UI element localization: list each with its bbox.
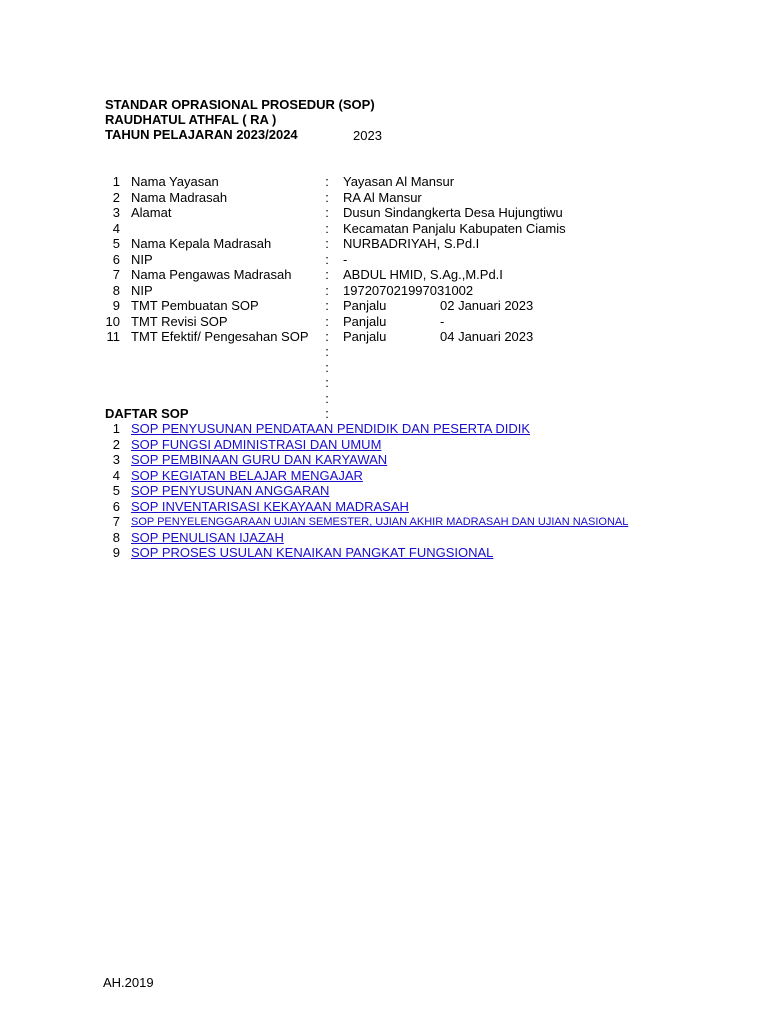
sop-item-link[interactable]: SOP PENYUSUNAN PENDATAAN PENDIDIK DAN PESERTA DIDIK (131, 421, 531, 436)
info-row-number: 3 (112, 205, 120, 220)
info-row-colon: : (325, 298, 329, 313)
sop-item-number: 3 (112, 452, 120, 467)
info-row-colon: : (325, 189, 329, 205)
info-row-value: RA Al Mansur (343, 189, 422, 205)
info-row-label: TMT Revisi SOP (131, 313, 228, 329)
sop-item-number: 2 (112, 436, 120, 452)
info-row-number: 2 (112, 189, 120, 205)
info-row-value: 197207021997031002 (343, 282, 474, 298)
info-row-value: NURBADRIYAH, S.Pd.I (343, 236, 480, 251)
title-line-2: RAUDHATUL ATHFAL ( RA ) (105, 112, 277, 127)
sop-item-number: 5 (112, 483, 120, 498)
info-row-label: Alamat (131, 205, 172, 220)
sop-item-link[interactable]: SOP KEGIATAN BELAJAR MENGAJAR (131, 467, 363, 483)
info-row-number: 11 (106, 329, 120, 344)
info-row-colon: : (325, 313, 329, 329)
separator-colon: : (325, 406, 329, 421)
separator-colon: : (325, 390, 329, 406)
separator-colon: : (325, 344, 329, 359)
info-row-colon: : (325, 205, 329, 220)
sop-item-number: 6 (112, 498, 120, 514)
info-row-label: TMT Efektif/ Pengesahan SOP (131, 329, 309, 344)
info-row-colon: : (325, 251, 329, 267)
info-row-label: Nama Kepala Madrasah (131, 236, 272, 251)
info-row-value: Panjalu (343, 298, 387, 313)
info-row-number: 7 (112, 267, 120, 282)
info-row-value: Yayasan Al Mansur (343, 174, 455, 189)
info-row-number: 1 (112, 174, 120, 189)
info-row-colon: : (325, 329, 329, 344)
info-row-label: TMT Pembuatan SOP (131, 298, 259, 313)
info-row-value: - (343, 251, 348, 267)
info-row-value: Kecamatan Panjalu Kabupaten Ciamis (343, 220, 566, 236)
info-row-colon: : (325, 236, 329, 251)
info-row-value: Panjalu (343, 313, 387, 329)
info-row-colon: : (325, 282, 329, 298)
sop-item-link[interactable]: SOP FUNGSI ADMINISTRASI DAN UMUM (131, 436, 382, 452)
info-row-number: 8 (112, 282, 120, 298)
sop-item-number: 9 (112, 545, 120, 560)
sop-item-link[interactable]: SOP PENYELENGGARAAN UJIAN SEMESTER, UJIAN AKHIR MADRASAH DAN UJIAN NASIONAL (131, 516, 629, 528)
sop-item-link[interactable]: SOP INVENTARISASI KEKAYAAN MADRASAH (131, 498, 409, 514)
footer-text: AH.2019 (103, 975, 154, 990)
separator-colon: : (325, 375, 329, 390)
info-row-label: Nama Yayasan (131, 174, 219, 189)
info-row-date: - (440, 313, 445, 329)
info-row-label: NIP (131, 251, 153, 267)
info-row-value: Panjalu (343, 329, 387, 344)
separator-colon: : (325, 359, 329, 375)
info-row-colon: : (325, 220, 329, 236)
info-row-number: 5 (112, 236, 120, 251)
info-row-label: Nama Madrasah (131, 189, 228, 205)
info-row-date: 04 Januari 2023 (440, 329, 534, 344)
title-line-1: STANDAR OPRASIONAL PROSEDUR (SOP) (105, 97, 375, 112)
info-row-colon: : (325, 174, 329, 189)
sop-item-number: 4 (112, 467, 120, 483)
info-row-number: 10 (105, 313, 120, 329)
info-row-label: NIP (131, 282, 153, 298)
info-row-colon: : (325, 267, 329, 282)
info-row-date: 02 Januari 2023 (440, 298, 534, 313)
info-row-value: Dusun Sindangkerta Desa Hujungtiwu (343, 205, 563, 220)
info-row-label: Nama Pengawas Madrasah (131, 267, 292, 282)
sop-item-link[interactable]: SOP PEMBINAAN GURU DAN KARYAWAN (131, 452, 388, 467)
info-row-number: 6 (112, 251, 120, 267)
sop-item-link[interactable]: SOP PROSES USULAN KENAIKAN PANGKAT FUNGSIONAL (131, 545, 494, 560)
header-year: 2023 (353, 128, 382, 143)
info-row-number: 9 (112, 298, 120, 313)
sop-item-number: 7 (112, 514, 120, 529)
info-row-number: 4 (112, 220, 120, 236)
title-line-3: TAHUN PELAJARAN 2023/2024 (105, 127, 298, 142)
sop-item-link[interactable]: SOP PENULISAN IJAZAH (131, 529, 284, 545)
sop-item-number: 1 (112, 421, 120, 436)
sop-item-number: 8 (112, 529, 120, 545)
info-row-value: ABDUL HMID, S.Ag.,M.Pd.I (343, 267, 503, 282)
daftar-sop-title: DAFTAR SOP (105, 406, 189, 421)
sop-item-link[interactable]: SOP PENYUSUNAN ANGGARAN (131, 483, 330, 498)
